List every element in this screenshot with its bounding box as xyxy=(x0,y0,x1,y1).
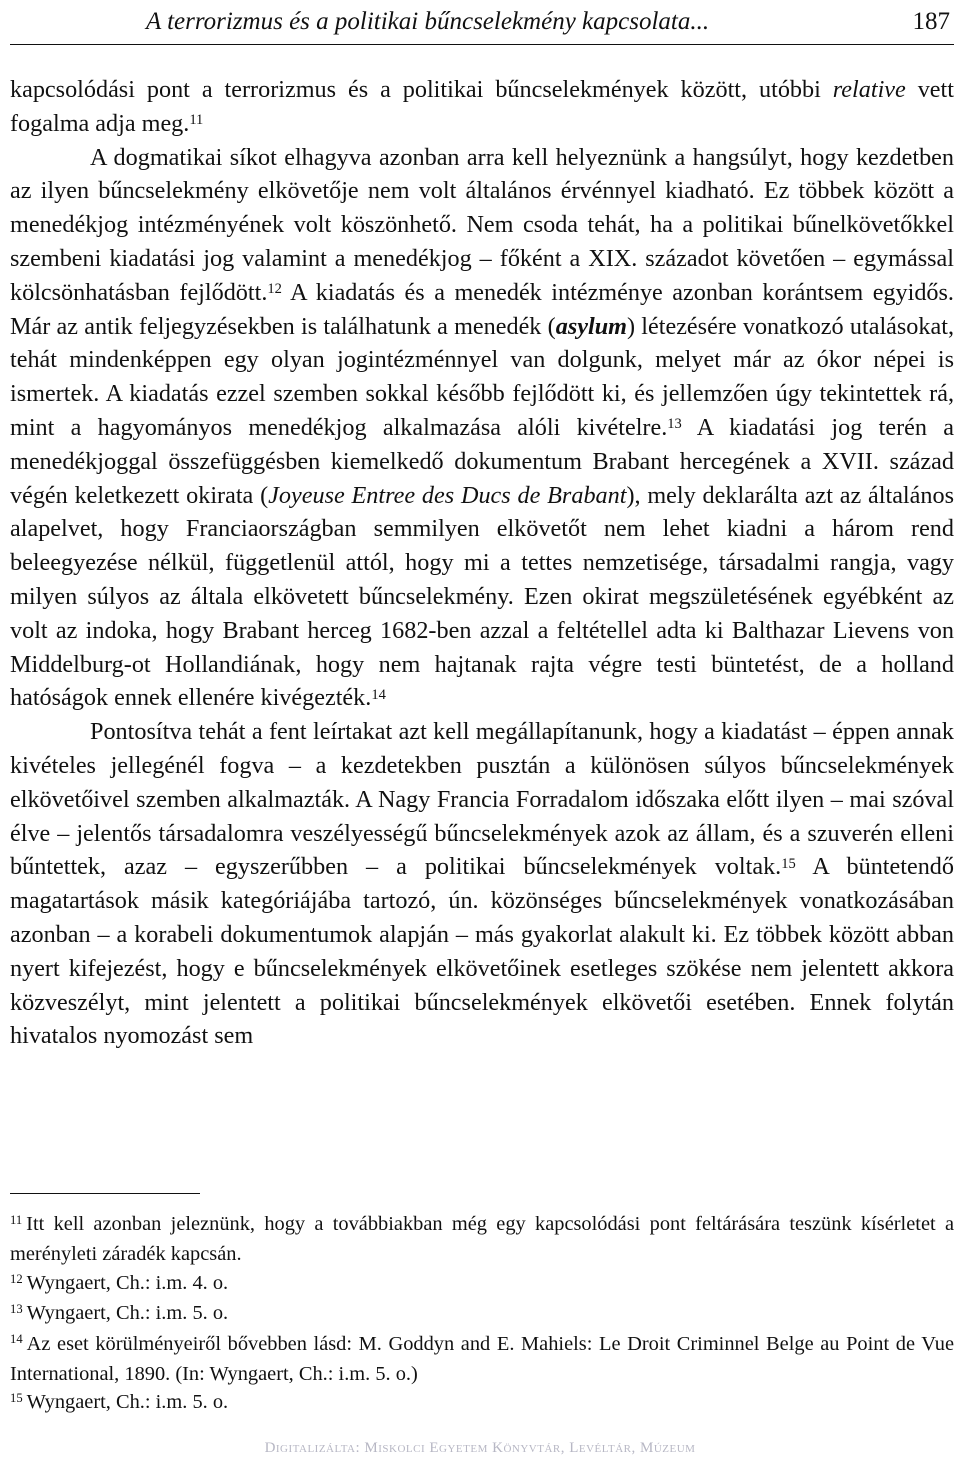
running-title: A terrorizmus és a politikai bűncselekmény kapcsolata... xyxy=(146,8,710,35)
footnote-ref-12: 12 xyxy=(267,281,282,298)
footnote-ref-15: 15 xyxy=(781,855,796,872)
footnote-text: Wyngaert, Ch.: i.m. 4. o. xyxy=(26,1271,229,1294)
footnotes xyxy=(10,1210,954,1419)
footnote-12 xyxy=(10,1269,954,1299)
page-number: 187 xyxy=(912,8,950,35)
footnote-text: Az eset körülményeiről bővebben lásd: M. Goddyn and E. Mahiels: Le Droit Criminnel Belge au Point de Vue International, 1890. (In: Wyngaert, Ch.: i.m. 5. o.) xyxy=(10,1332,954,1386)
paragraph-2-text-a: A dogmatikai síkot elhagyva azonban arra kell helyeznünk a hangsúlyt, hogy kezdetben az ilyen bűncselekmény elkövetője nem volt általános érvénnyel kiadható. Ez többek között a menedékjog intézményének volt köszönhető. Nem csoda tehát, ha a politikai bűnelkövetőkkel szembeni kiadatási jog valamint a menedékjog – főként a XIX. századot követően – egymással kölcsönhatásban fejlődött. xyxy=(10,143,954,306)
paragraph-2-italic-document: Joyeuse Entree des Ducs de Brabant xyxy=(268,481,627,509)
body-text xyxy=(10,73,954,1053)
footnote-number: 14 xyxy=(10,1332,23,1347)
paragraph-2-text-d: A kiadatási jog terén a menedékjoggal összefüggésben kiemelkedő dokumentum Brabant hercegének a XVII. század végén keletkezett okirata ( xyxy=(10,413,954,509)
digitization-credit: Digitalizálta: Miskolci Egyetem Könyvtár, Levéltár, Múzeum xyxy=(264,1440,696,1456)
paragraph-2-text-e: ), mely deklarálta azt az általános alapelvet, hogy Franciaországban semmilyen elkövetőt nem lehet kiadni a három rend beleegyezése nélkül, függetlenül attól, hogy mi a tettes nemzetisége, társadalmi rangja, vagy milyen súlyos az általa elkövetett bűncselekmény. Ezen okirat megszületésének egyébként az volt az indoka, hogy Brabant herceg 1682-ben azzal a feltétellel adta ki Balthazar Lievens von Middelburg-ot Hollandiának, hogy nem hajtanak rajta végre testi büntetést, de a holland hatóságok ennek ellenére kivégezték. xyxy=(10,481,954,712)
paragraph-3-text-b: A büntetendő magatartások másik kategóriájába tartozó, ún. közönséges bűncselekmények vonatkozásában azonban – a korabeli dokumentumok alapján – más gyakorlat alakult ki. Ez többek között abban nyert kifejezést, hogy e bűncselekmények elkövetőinek esetleges szökése nem jelentett akkora közveszélyt, mint jelentett a politikai bűncselekmények elkövetői esetében. Ennek folytán hivatalos nyomozást sem xyxy=(10,853,954,1050)
footnote-number: 11 xyxy=(10,1212,23,1227)
footnote-text: Wyngaert, Ch.: i.m. 5. o. xyxy=(26,1302,229,1325)
footnote-text: Itt kell azonban jeleznünk, hogy a továbbiakban még egy kapcsolódási pont feltárására teszünk kísérletet a merényleti záradék kapcsán. xyxy=(10,1213,954,1266)
footnote-ref-14: 14 xyxy=(371,686,386,703)
footnote-number: 13 xyxy=(10,1301,23,1316)
footnote-ref-13: 13 xyxy=(667,416,682,433)
paragraph-3 xyxy=(10,715,954,1053)
footnote-number: 15 xyxy=(10,1391,23,1406)
footnote-divider xyxy=(10,1193,200,1194)
footnote-ref-11: 11 xyxy=(189,112,204,129)
paragraph-3-text-a: Pontosítva tehát a fent leírtakat azt kell megállapítanunk, hogy a kiadatást – éppen annak kivételes jellegénél fogva – a kezdetekben pusztán a különösen súlyos bűncselekmények elkövetőivel szemben alkalmazták. A Nagy Francia Forradalom időszaka előtt ilyen – mai szóval élve – jelentős társadalomra veszélyességű bűncselekmények azok az állam, és a szuverén elleni bűntettek, azaz – egyszerűbben – a politikai bűncselekmények voltak. xyxy=(10,718,954,881)
paragraph-1-text-a: kapcsolódási pont a terrorizmus és a politikai bűncselekmények között, utóbbi xyxy=(10,76,833,103)
paragraph-1-text-b: vett fogalma adja meg. xyxy=(10,76,954,137)
footnote-11 xyxy=(10,1210,954,1269)
paragraph-2-italic-asylum: asylum xyxy=(555,312,627,340)
footnote-number: 12 xyxy=(10,1271,23,1286)
footnote-15 xyxy=(10,1388,954,1418)
paragraph-2-text-b: A kiadatás és a menedék intézménye azonban korántsem egyidős. Már az antik feljegyzésekben is találhatunk a menedék ( xyxy=(10,278,954,340)
paragraph-2-text-c: ) létezésére vonatkozó utalásokat, tehát mindenképpen egy olyan jogintézménnyel van dolgunk, melyet már az ókor népei is ismertek. A kiadatás ezzel szemben sokkal később fejlődött ki, és jellemzően úgy tekintettek rá, mint a hagyományos menedékjog alkalmazása alóli kivételre. xyxy=(10,312,954,441)
paragraph-2 xyxy=(10,141,954,716)
paragraph-1-italic: relative xyxy=(832,76,906,103)
running-header xyxy=(10,4,954,45)
footnote-13 xyxy=(10,1299,954,1329)
paragraph-1 xyxy=(10,73,954,141)
footnote-14 xyxy=(10,1330,954,1389)
footnote-text: Wyngaert, Ch.: i.m. 5. o. xyxy=(26,1391,229,1414)
